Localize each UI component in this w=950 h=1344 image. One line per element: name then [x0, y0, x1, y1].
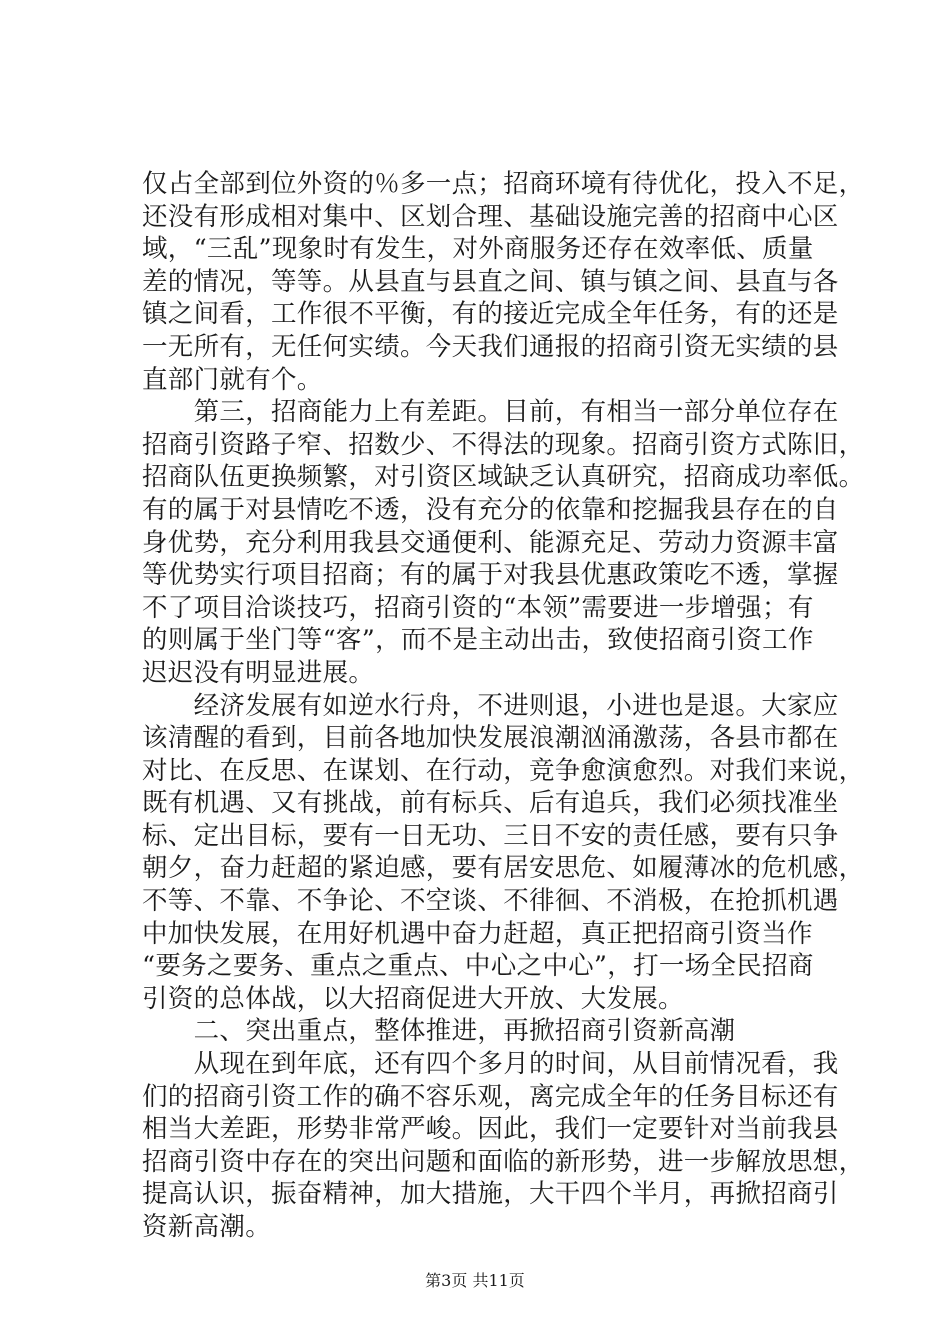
paragraph [142, 1015, 832, 1048]
text-line: 相当大差距，形势非常严峻。因此，我们一定要针对当前我县 [142, 1114, 839, 1145]
text-line: 域，“三乱”现象时有发生，对外商服务还存在效率低、质量 [142, 234, 814, 265]
document-body [142, 168, 865, 1244]
text-line: 的则属于坐门等“客”，而不是主动出击，致使招商引资工作 [142, 625, 814, 656]
text-line: 直部门就有个。 [142, 364, 323, 395]
text-line: 有的属于对县情吃不透，没有充分的依靠和挖掘我县存在的自 [142, 494, 839, 525]
text-line: 招商队伍更换频繁，对引资区域缺乏认真研究，招商成功率低。 [142, 462, 865, 493]
text-line: 不等、不靠、不争论、不空谈、不徘徊、不消极，在抢抓机遇 [142, 886, 839, 917]
text-line: 经济发展有如逆水行舟，不进则退，小进也是退。大家应 [142, 690, 839, 721]
text-line: 们的招商引资工作的确不容乐观，离完成全年的任务目标还有 [142, 1081, 839, 1112]
text-line: 差的情况，等等。从县直与县直之间、镇与镇之间、县直与各 [142, 266, 839, 297]
text-line: 等优势实行项目招商；有的属于对我县优惠政策吃不透，掌握 [142, 560, 839, 591]
text-line: 朝夕，奋力赶超的紧迫感，要有居安思危、如履薄冰的危机感， [142, 853, 865, 884]
text-line: 提高认识，振奋精神，加大措施，大干四个半月，再掀招商引 [142, 1179, 839, 1210]
text-line: 招商引资路子窄、招数少、不得法的现象。招商引资方式陈旧， [142, 429, 865, 460]
text-line: “要务之要务、重点之重点、中心之中心”，打一场全民招商 [142, 951, 814, 982]
text-line: 不了项目洽谈技巧，招商引资的“本领”需要进一步增强；有 [142, 592, 814, 623]
text-line: 该清醒的看到，目前各地加快发展浪潮汹涌激荡，各县市都在 [142, 723, 839, 754]
text-line: 资新高潮。 [142, 1212, 272, 1242]
text-line: 既有机遇、又有挑战，前有标兵、后有追兵，我们必须找准坐 [142, 788, 839, 819]
text-line: 镇之间看，工作很不平衡，有的接近完成全年任务，有的还是 [142, 299, 839, 330]
text-line: 招商引资中存在的突出问题和面临的新形势，进一步解放思想， [142, 1146, 865, 1177]
text-line: 还没有形成相对集中、区划合理、基础设施完善的招商中心区 [142, 201, 839, 232]
text-line: 仅占全部到位外资的％多一点；招商环境有待优化，投入不足， [142, 169, 865, 199]
text-line: 第三，招商能力上有差距。目前，有相当一部分单位存在 [142, 397, 839, 428]
text-line: 引资的总体战，以大招商促进大开放、大发展。 [142, 983, 684, 1014]
paragraph [142, 396, 865, 689]
page-footer: 第3页 共11页 [425, 1271, 525, 1290]
text-line: 迟迟没有明显进展。 [142, 657, 375, 688]
text-line: 身优势，充分利用我县交通便利、能源充足、劳动力资源丰富 [142, 527, 839, 558]
text-line: 对比、在反思、在谋划、在行动，竞争愈演愈烈。对我们来说， [142, 755, 865, 786]
text-line: 中加快发展，在用好机遇中奋力赶超，真正把招商引资当作 [142, 918, 813, 949]
text-line: 二、突出重点，整体推进，再掀招商引资新高潮 [142, 1016, 736, 1047]
text-line: 从现在到年底，还有四个多月的时间，从目前情况看，我 [142, 1049, 839, 1080]
paragraph [142, 690, 865, 1016]
paragraph [142, 168, 865, 396]
paragraph [142, 1048, 865, 1244]
text-line: 标、定出目标，要有一日无功、三日不安的责任感，要有只争 [142, 820, 839, 851]
text-line: 一无所有，无任何实绩。今天我们通报的招商引资无实绩的县 [142, 331, 839, 362]
